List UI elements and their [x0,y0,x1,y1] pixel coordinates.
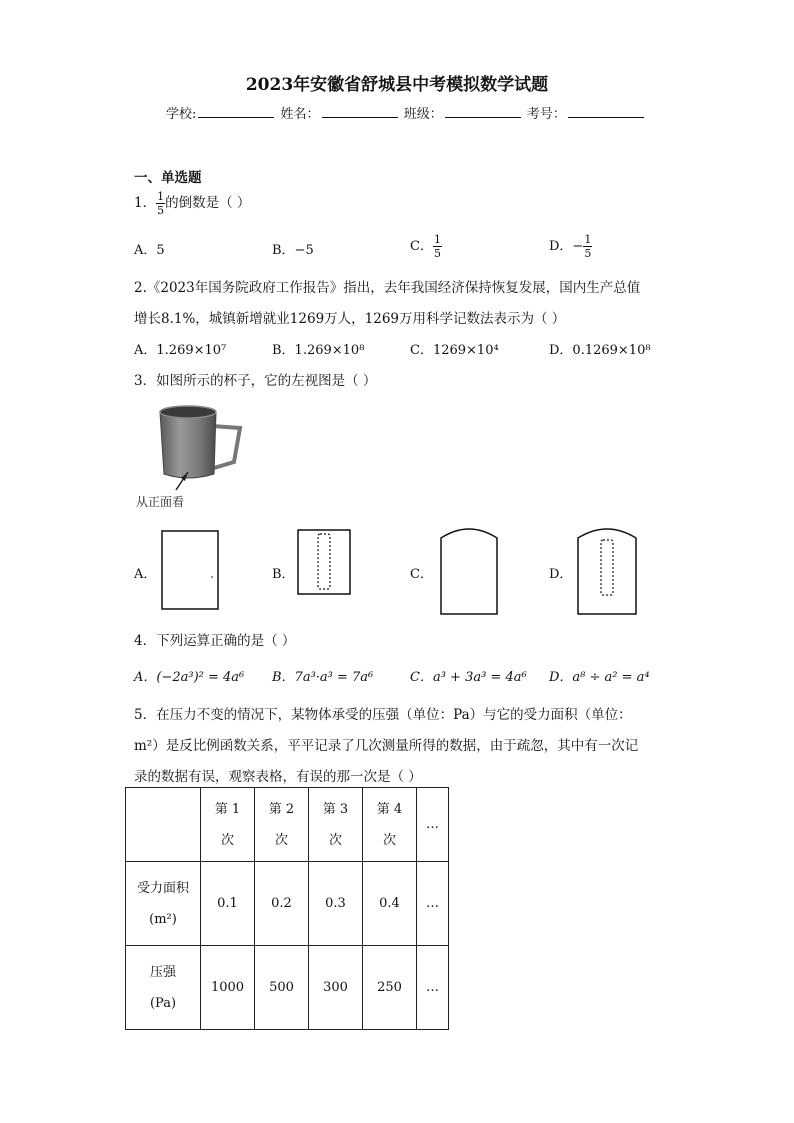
table-cell: 1000 [201,946,255,1030]
table-header-cell: … [417,788,449,862]
q2-option-d[interactable]: D．0.1269×10⁸ [549,343,651,358]
table-row-pressure [126,946,449,1030]
table-header-cell: 第 1 次 [201,788,255,862]
q5-line-1: 5．在压力不变的情况下，某物体承受的压强（单位：Pa）与它的受力面积（单位： [134,707,632,723]
page-title: 2023年安徽省舒城县中考模拟数学试题 [245,75,549,95]
table-cell: 300 [309,946,363,1030]
cup-caption: 从正面看 [136,495,185,509]
name-label: 姓名： [280,107,320,122]
class-blank[interactable] [445,105,521,118]
student-info-line [166,103,646,122]
q1-option-b[interactable]: B．−5 [272,243,314,258]
q3-option-a-figure[interactable] [160,530,220,612]
q5-line-3: 录的数据有误，观察表格，有误的那一次是（ ） [134,769,422,785]
number-label: 考号： [526,107,566,122]
table-cell: … [417,946,449,1030]
table-cell: 0.1 [201,862,255,946]
q3-option-c-figure[interactable] [438,524,500,616]
q5-line-2: m²）是反比例函数关系，平平记录了几次测量所得的数据，由于疏忽，其中有一次记 [134,738,639,754]
q3-text: 3．如图所示的杯子，它的左视图是（ ） [134,373,377,389]
q3-option-c-label[interactable]: C． [410,567,433,582]
section-heading: 一、单选题 [134,170,202,186]
q1-option-a[interactable]: A．5 [134,243,165,258]
cup-handle [212,426,240,468]
table-cell: 0.2 [255,862,309,946]
q2-option-b[interactable]: B．1.269×10⁸ [272,343,365,358]
q4-option-a[interactable]: A．(−2a³)² = 4a⁶ [134,670,245,685]
q3-option-a-label[interactable]: A． [134,567,157,582]
table-header-row [126,788,449,862]
cup-figure [128,398,250,510]
table-cell: … [417,862,449,946]
q4-option-b[interactable]: B．7a³·a³ = 7a⁶ [272,670,374,685]
school-label: 学校: [166,107,197,122]
question-1 [134,190,250,217]
q3-option-d-figure[interactable] [575,524,639,616]
table-row-label: 受力面积 (m²) [126,862,201,946]
table-row-area [126,862,449,946]
cup-body [160,412,216,478]
table-header-cell: 第 2 次 [255,788,309,862]
q2-option-c[interactable]: C．1269×10⁴ [410,343,499,358]
cup-rim [160,406,216,418]
q1-fraction: $\frac{1}{5}$ [157,190,165,217]
q2-option-a[interactable]: A．1.269×10⁷ [134,343,227,358]
table-cell: 500 [255,946,309,1030]
number-blank[interactable] [568,105,644,118]
q4-option-c[interactable]: C．a³ + 3a³ = 4a⁶ [410,670,527,685]
table-cell: 0.3 [309,862,363,946]
q3-option-b-figure[interactable] [296,528,352,596]
table-header-cell: 第 3 次 [309,788,363,862]
q2-line-2: 增长8.1%，城镇新增就业1269万人，1269万用科学记数法表示为（ ） [134,311,566,327]
school-blank[interactable] [198,105,274,118]
table-header-cell: 第 4 次 [363,788,417,862]
table-cell: 250 [363,946,417,1030]
name-blank[interactable] [322,105,398,118]
q4-option-d[interactable]: D．a⁸ ÷ a² = a⁴ [549,670,650,685]
q5-data-table [125,787,449,1030]
q4-text: 4．下列运算正确的是（ ） [134,633,296,649]
q3-option-d-label[interactable]: D． [549,567,573,582]
table-row-label: 压强 (Pa) [126,946,201,1030]
q1-option-d[interactable]: D．− $\frac{1}{5}$ [549,233,592,260]
class-label: 班级： [403,107,443,122]
q2-line-1: 2.《2023年国务院政府工作报告》指出，去年我国经济保持恢复发展，国内生产总值 [134,280,641,296]
table-cell: 0.4 [363,862,417,946]
q1-number: 1． [134,195,157,211]
q1-option-c[interactable]: C． $\frac{1}{5}$ [410,233,441,260]
table-header-cell [126,788,201,862]
q3-option-b-label[interactable]: B． [272,567,295,582]
q1-text: 的倒数是（ ） [165,195,251,211]
